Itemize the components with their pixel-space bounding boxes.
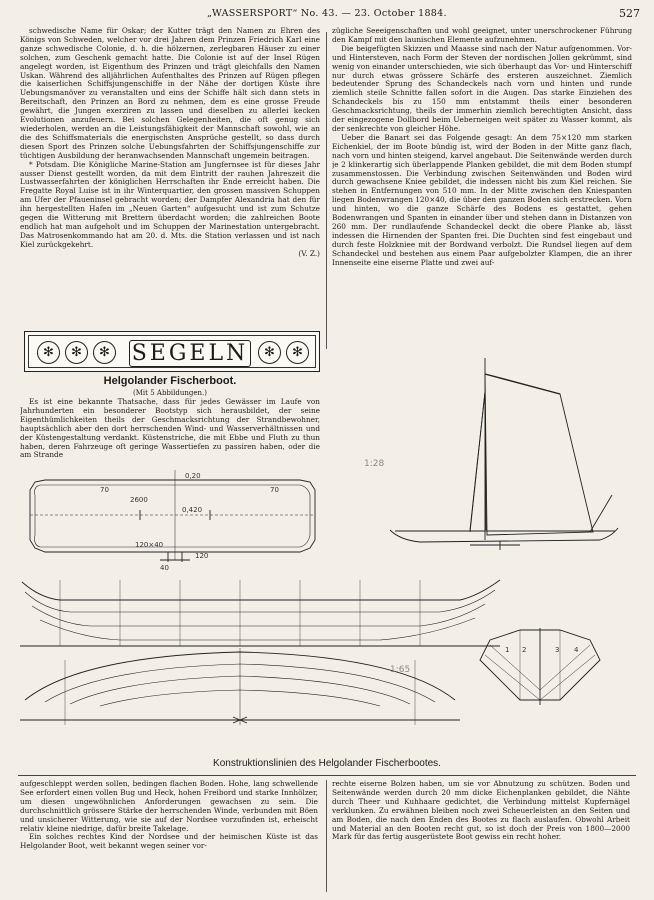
station-label: 2 — [522, 646, 527, 654]
column-rule — [326, 780, 327, 892]
station-label: 4 — [574, 646, 579, 654]
source-note: (V. Z.) — [298, 248, 320, 258]
plank-label-right: 70 — [270, 486, 279, 494]
paragraph: schwedische Name für Oskar; der Kutter trägt den Namen zu Ehren des Königs von Schweden, welcher vor drei Jahren dem Prinzen Friedrich Karl eine ganze schwedische Colonie, d. h. die hölzernen, zerlegbaren Häuser zu einer solchen, zum Geschenk gemacht hatte. Die Colonie ist auf der Insel Rügen angelegt worden, ist Eigenthum des Prinzen und trägt gleichfalls den Namen Uskan. Während des alljährlichen Aufenthaltes des Prinzen auf Rügen pflegen die kaiserlichen Schiffsjungenschiffe in der Nähe der dortigen Küste ihre Uebungsmanöver zu veranstalten und eins der Schiffe hält sich dann stets in Bereitschaft, den Prinzen an Bord zu nehmen, dem es eine grosse Freude gewährt, die Jungen exerziren zu lassen und dieselben zu allerlei kecken Evolutionen anzufeuern. Bei solchen Gelegenheiten, die oft genug sich wiederholen, werden an die Leistungsfähigkeit der Mannschaft sowohl, wie an die des Schiffsmaterials die energischsten Ansprüche gestellt, so dass durch diesen Sport des Prinzen solche Uebungsfahrten der Schiffsjungenschiffe zur tüchtigen Ausbildung der heranwachsenden Mannschaft ungemein beitragen. — [20, 27, 320, 160]
sail-scale-label: 1:28 — [364, 459, 385, 469]
length-label: 2600 — [130, 496, 148, 504]
sail-plan-drawing — [390, 358, 618, 550]
bottom-left-column — [20, 780, 318, 892]
rosette-ornament: ✻ — [37, 341, 60, 364]
figure-caption: Konstruktionslinien des Helgolander Fischerbootes. — [213, 758, 441, 769]
keel-label: 120×40 — [135, 541, 164, 549]
paragraph: rechte eiserne Bolzen haben, um sie vor Abnutzung zu schützen. Boden und Seitenwände werden durch 20 mm dicke Eichenplanken gebildet, die Nähte durch Theer und Kuhhaare gedichtet, die Verbindung mittelst Kupfernägel verklunken. Zu erwähnen bleiben noch zwei Scheuerleisten an den Seiten und am Boden, die nach den Enden des Bootes zu flach auslaufen. Obwohl Arbeit und Material an den Booten recht gut, so ist doch der Preis von 1800—2000 Mark für das fertig ausgerüstete Boot gewiss ein recht hoher. — [332, 780, 630, 842]
bottom-label: 40 — [160, 564, 169, 572]
paragraph: Die beigefügten Skizzen und Maasse sind nach der Natur aufgenommen. Vor- und Hintersteven, nach Form der Steven der nordischen Jollen gekrümmt, sind wenig von einander unterschieden, wie sich überhaupt das Vor- und Hinterschiff nur durch etwas grössere Schärfe des ersteren auszeichnet. Ziemlich bedeutender Sprung des Schandeckels nach vorn und hinten und runde ziemlich steile Schnitte fallen sofort in die Augen. Das starke Einziehen des Schandeckels bis zu 150 mm entstammt theils einer besonderen Geschmacksrichtung, theils der immerhin ziemlich berechtigten Ansicht, dass der eingezogene Dollbord beim Ueberneigen weit später zu Wasser kommt, als der senkrechte von gleicher Höhe. — [332, 43, 632, 133]
section-title: SEGELN — [129, 340, 251, 367]
rosette-ornament: ✻ — [258, 341, 281, 364]
rosette-ornament: ✻ — [65, 341, 88, 364]
profile-view-drawing — [20, 580, 500, 646]
station-label: 3 — [555, 646, 560, 654]
rosette-ornament: ✻ — [286, 341, 309, 364]
rosette-ornament: ✻ — [93, 341, 116, 364]
paragraph: zügliche Seeeigenschaften und wohl geeignet, unter unerschrockener Führung den Kampf mit den launischen Elemente aufzunehmen. — [332, 27, 632, 44]
rib-label: 120 — [195, 552, 209, 560]
paragraph: aufgeschleppt werden sollen, bedingen flachen Boden. Hohe, lang schwellende See erfordert einen vollen Bug und Heck, hohen Freibord und starke Innhölzer, um diesen ungewöhnlichen Anforderungen gewachsen zu sein. Die durchschnittlich grössere Stärke der herrschenden Winde, verbunden mit Böen und unsicherer Witterung, wie sie auf der Nordsee vorzufinden ist, erheischt relativ kleine niedrige, dafür breite Takelage. — [20, 780, 318, 833]
plank-label-left: 70 — [100, 486, 109, 494]
page-number: 527 — [619, 7, 640, 20]
paragraph: Ueber die Banart sei das Folgende gesagt: An dem 75×120 mm starken Eichenkiel, der im Boote bündig ist, wird der Boden in der Mitte ganz flach, nach vorn und hinten steigend, karvel angebaut. Die Seitenwände werden durch je 2 klinkerartig sich überlappende Planken gebildet, die mit dem Boden stumpf zusammenstossen. Die Verbindung zwischen Seitenwänden und Boden wird durch gewachsene Kniee gebildet, die indessen nicht bis zum Kiel reichen. Sie stehen in Entfernungen von 510 mm. In der Mitte zwischen den Kniespanten liegen Bodenwrangen 120×40, die über den ganzen Boden sich erstrecken. Vorn und hinten, wo die ganze Schärfe des Bodens es gestattet, gehen Bodenwrangen und Spanten in einander über und stehen dann in Distanzen von 260 mm. Der rundlaufende Schandeckel deckt die obere Planke ab, lässt indessen die Hirnenden der Spanten frei. Die Duchten sind fest eingebaut und durch feste Holzkniee mit der Bordwand verbolzt. Die Rundsel liegen auf dem Schandeckel und bestehen aus einem Paar aufgebolzter Klampen, die an ihrer Innenseite eine eiserne Platte und zwei auf- — [332, 132, 632, 267]
paragraph: Es ist eine bekannte Thatsache, dass für jedes Gewässer im Laufe von Jahrhunderten ein besonderer Bootstyp sich herausbildet, der seine Eigenthümlichkeiten theils der Geschmacksrichtung der Strandbewohner, hauptsächlich aber den dort herrschenden Wind- und Wasserverhältnissen und der Küstengestaltung verdankt. Küstenstriche, die mit Ebbe und Fluth zu thun haben, deren Fahrzeuge oft geringe Wassertiefen zu passiren haben, oder die am Strande — [20, 398, 320, 460]
station-label: 1 — [505, 646, 510, 654]
half-breadth-drawing — [20, 648, 460, 725]
paragraph: * Potsdam. Die Königliche Marine-Station am Jungfernsee ist für dieses Jahr ausser Dienst gestellt worden, da mit dem Eintritt der rauhen Jahreszeit die Lustwasserfahrten der königlichen Herrschaften ihr Ende erreicht haben. Die Fregatte Royal Luise ist in ihr Winterquartier, den grossen massiven Schuppen am Ufer der Pfaueninsel gebracht worden; der Dampfer Alexandria hat den für ihn hergestellten Hafen im „Neuen Garten“ aufgesucht und ist zum Schutze gegen die Witterung mit Brettern überdacht worden; die zahlreichen Boote endlich hat man aufgeholt und im Schuppen der Marinestation untergebracht. Das Matrosenkommando hat am 20. d. Mts. die Station verlassen und ist nach Kiel zurückgekehrt. — [20, 159, 320, 249]
paragraph: Ein solches rechtes Kind der Nordsee und der heimischen Küste ist das Helgolander Boot, weit bekannt wegen seiner vor- — [20, 832, 318, 851]
divider — [18, 775, 636, 776]
article-title: Helgolander Fischerboot. — [103, 375, 237, 387]
body-sections-drawing — [480, 628, 600, 705]
dim-label-mid: 0,420 — [182, 506, 203, 514]
article-subtitle: (Mit 5 Abbildungen.) — [133, 389, 207, 397]
plan-view-drawing — [30, 470, 315, 562]
lines-scale-label: 1:65 — [390, 665, 411, 675]
dim-label-top: 0,20 — [185, 472, 201, 480]
header-title: „WASSERSPORT“ No. 43. — 23. October 1884. — [207, 8, 447, 19]
bottom-right-column — [332, 780, 630, 892]
